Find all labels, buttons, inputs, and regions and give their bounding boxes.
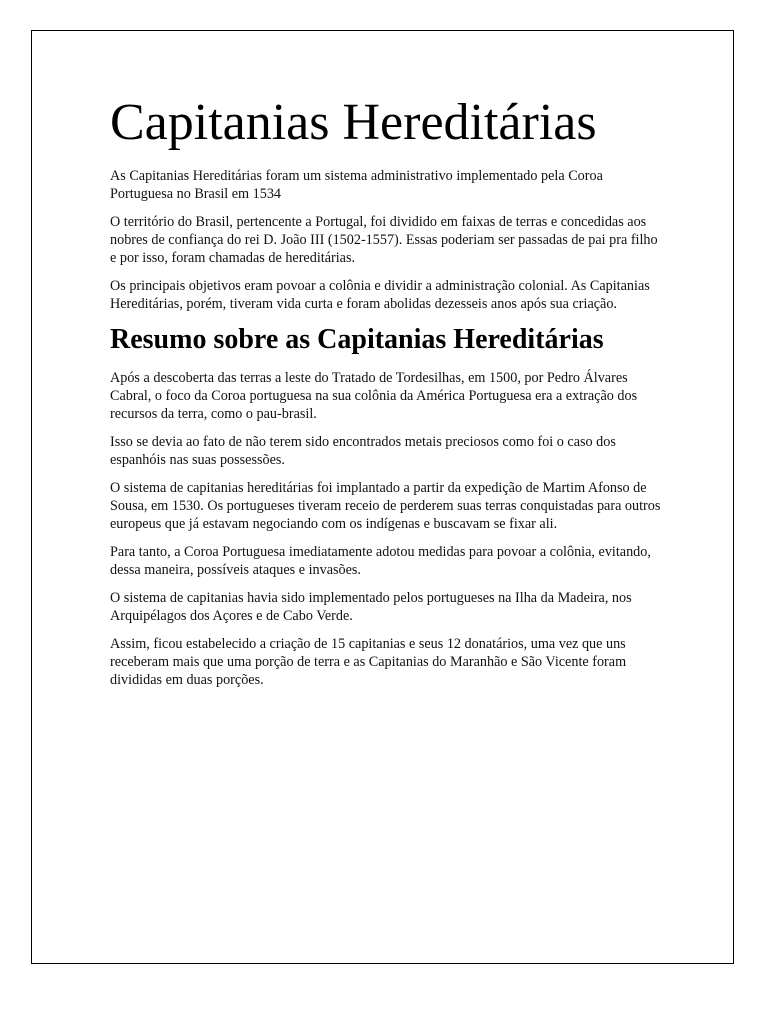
document-content [110,93,662,699]
section-paragraph: Isso se devia ao fato de não terem sido encontrados metais preciosos como foi o caso dos espanhóis nas suas possessões. [110,434,616,468]
document-title: Capitanias Hereditárias [110,94,597,151]
section-paragraph: Após a descoberta das terras a leste do Tratado de Tordesilhas, em 1500, por Pedro Álvares Cabral, o foco da Coroa portuguesa na sua colônia da América Portuguesa era a extração dos recursos da terra, como o pau-brasil. [110,370,638,422]
section-paragraph: O sistema de capitanias hereditárias foi implantado a partir da expedição de Martim Afonso de Sousa, em 1530. Os portugueses tiveram receio de perderem suas terras conquistadas para outros europeus que já estavam negociando com os indígenas e buscavam se fixar ali. [110,480,661,532]
intro-paragraph: Os principais objetivos eram povoar a colônia e dividir a administração colonial. As Capitanias Hereditárias, porém, tiveram vida curta e foram abolidas dezesseis anos após sua criação. [110,278,650,312]
section-paragraph: Assim, ficou estabelecido a criação de 15 capitanias e seus 12 donatários, uma vez que uns receberam mais que uma porção de terra e as Capitanias do Maranhão e São Vicente foram divididas em duas porções. [110,636,627,688]
document-page [31,30,734,964]
intro-paragraph: As Capitanias Hereditárias foram um sistema administrativo implementado pela Coroa Portuguesa no Brasil em 1534 [110,168,603,202]
section-heading: Resumo sobre as Capitanias Hereditárias [110,324,604,355]
intro-paragraph: O território do Brasil, pertencente a Portugal, foi dividido em faixas de terras e concedidas aos nobres de confiança do rei D. João III (1502-1557). Essas poderiam ser passadas de pai pra filho e por isso, foram chamadas de hereditárias. [110,214,658,266]
section-paragraph: Para tanto, a Coroa Portuguesa imediatamente adotou medidas para povoar a colônia, evitando, dessa maneira, possíveis ataques e invasões. [110,544,651,578]
section-paragraph: O sistema de capitanias havia sido implementado pelos portugueses na Ilha da Madeira, nos Arquipélagos dos Açores e de Cabo Verde. [110,590,632,624]
